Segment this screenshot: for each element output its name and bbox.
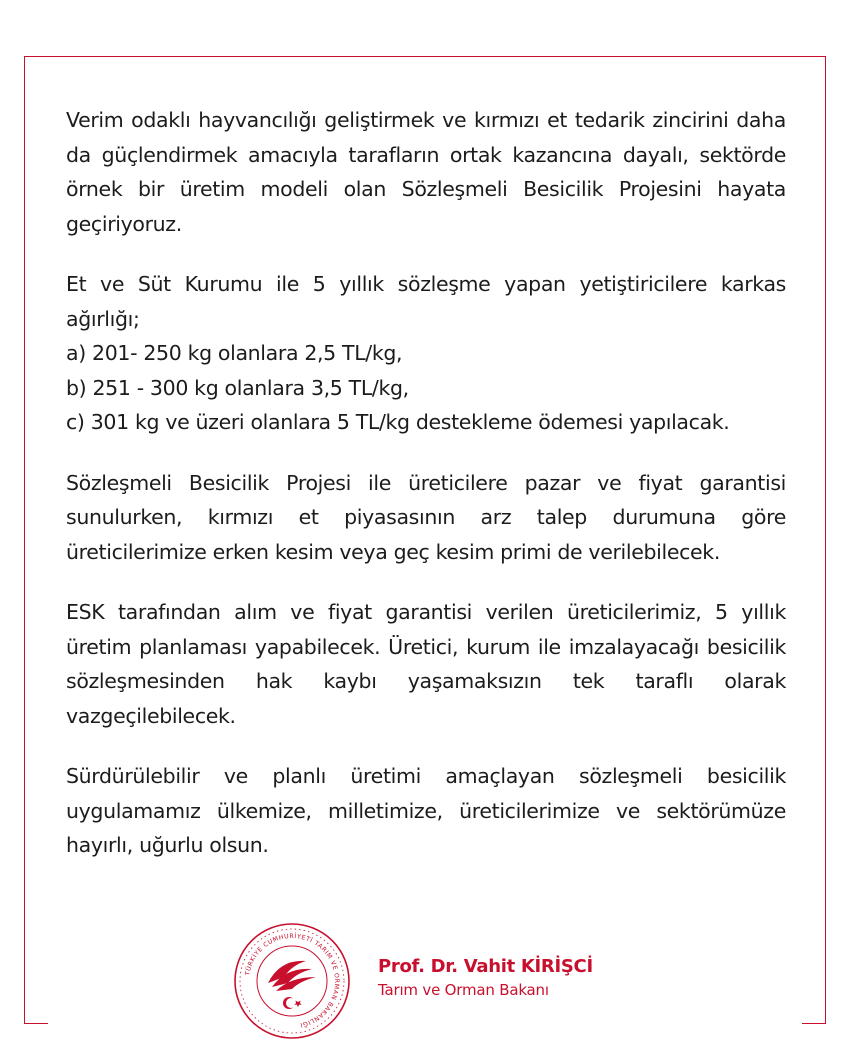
support-intro: Et ve Süt Kurumu ile 5 yıllık sözleşme yapan yetiştiricilere karkas ağırlığı; <box>66 272 786 331</box>
paragraph-esk-guarantee: ESK tarafından alım ve fiyat garantisi verilen üreticilerimiz, 5 yıllık üretim planlaması yapabilecek. Üretici, kurum ile imzalayacağı besicilik sözleşmesinden hak kaybı yaşamaksızın tek taraflı olarak vazgeçilebilecek. <box>66 600 786 728</box>
support-item-a: a) 201- 250 kg olanlara 2,5 TL/kg, <box>66 341 403 365</box>
seal-text: TÜRKİYE CUMHURİYETİ TARIM VE ORMAN BAKANLIĞI <box>244 932 341 1029</box>
statement-body <box>66 103 786 889</box>
paragraph-market-guarantee: Sözleşmeli Besicilik Projesi ile üreticilere pazar ve fiyat garantisi sunulurken, kırmızı et piyasasının arz talep durumuna göre üreticilerimize erken kesim veya geç kesim primi de verilebilecek. <box>66 470 786 564</box>
signatory-name: Prof. Dr. Vahit KİRİŞCİ <box>378 956 593 977</box>
frame-corner-right <box>802 1023 826 1024</box>
support-item-c: c) 301 kg ve üzeri olanlara 5 TL/kg destekleme ödemesi yapılacak. <box>66 410 730 434</box>
paragraph-closing: Sürdürülebilir ve planlı üretimi amaçlayan sözleşmeli besicilik uygulamamız ülkemize, milletimize, üreticilerimize ve sektörümüze hayırlı, uğurlu olsun. <box>66 764 786 857</box>
signatory-title: Tarım ve Orman Bakanı <box>378 981 549 999</box>
paragraph-intro: Verim odaklı hayvancılığı geliştirmek ve kırmızı et tedarik zincirini daha da güçlendirmek amacıyla tarafların ortak kazancına dayalı, sektörde örnek bir üretim modeli olan Sözleşmeli Besicilik Projesini hayata geçiriyoruz. <box>66 108 786 236</box>
support-item-b: b) 251 - 300 kg olanlara 3,5 TL/kg, <box>66 375 409 400</box>
signature-block <box>378 955 593 1001</box>
frame-corner-left <box>24 1023 48 1024</box>
ministry-seal-icon <box>232 921 352 1041</box>
paragraph-support-payments <box>66 267 786 440</box>
